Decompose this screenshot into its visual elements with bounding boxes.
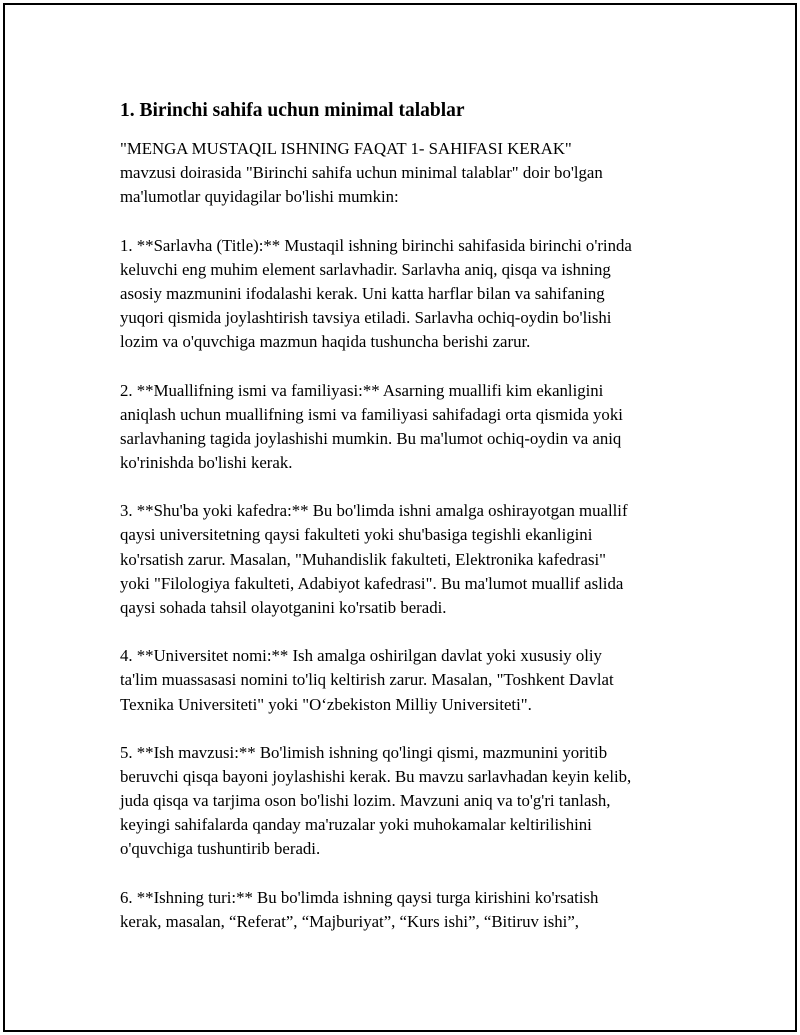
document-page [3, 3, 797, 1032]
paragraph-author [120, 379, 720, 476]
text-line: 1. **Sarlavha (Title):** Mustaqil ishning birinchi sahifasida birinchi o'rinda [120, 235, 632, 255]
text-line: ma'lumotlar quyidagilar bo'lishi mumkin: [120, 187, 399, 207]
text-line: beruvchi qisqa bayoni joylashishi kerak. Bu mavzu sarlavhadan keyin kelib, [120, 766, 632, 786]
intro-paragraph [120, 137, 720, 209]
text-line: ta'lim muassasasi nomini to'liq keltirish zarur. Masalan, "Toshkent Davlat [120, 670, 614, 690]
text-line: sarlavhaning tagida joylashishi mumkin. Bu ma'lumot ochiq-oydin va aniq [120, 428, 622, 448]
section-heading: 1. Birinchi sahifa uchun minimal talablar [120, 100, 465, 121]
text-line: qaysi sohada tahsil olayotganini ko'rsatib beradi. [120, 597, 447, 617]
text-line: juda qisqa va tarjima oson bo'lishi lozim. Mavzuni aniq va to'g'ri tanlash, [120, 791, 611, 811]
text-line: 4. **Universitet nomi:** Ish amalga oshirilgan davlat yoki xususiy oliy [120, 646, 602, 666]
text-line: Texnika Universiteti" yoki "O‘zbekiston Milliy Universiteti". [120, 694, 532, 714]
paragraph-work-type [120, 886, 720, 934]
paragraph-department [120, 499, 720, 620]
paragraph-topic [120, 741, 720, 862]
text-line: kerak, masalan, “Referat”, “Majburiyat”, “Kurs ishi”, “Bitiruv ishi”, [120, 911, 579, 931]
text-line: o'quvchiga tushuntirib beradi. [120, 839, 321, 859]
paragraph-title [120, 234, 720, 355]
document-content [120, 97, 720, 958]
text-line: 2. **Muallifning ismi va familiyasi:** Asarning muallifi kim ekanligini [120, 380, 604, 400]
text-line: lozim va o'quvchiga mazmun haqida tushuncha berishi zarur. [120, 332, 531, 352]
text-line: keluvchi eng muhim element sarlavhadir. Sarlavha aniq, qisqa va ishning [120, 259, 611, 279]
text-line: aniqlash uchun muallifning ismi va familiyasi sahifadagi orta qismida yoki [120, 404, 623, 424]
text-line: mavzusi doirasida "Birinchi sahifa uchun minimal talablar" doir bo'lgan [120, 163, 603, 183]
text-line: asosiy mazmunini ifodalashi kerak. Uni katta harflar bilan va sahifaning [120, 283, 605, 303]
text-line: 6. **Ishning turi:** Bu bo'limda ishning qaysi turga kirishini ko'rsatish [120, 887, 599, 907]
text-line: yuqori qismida joylashtirish tavsiya etiladi. Sarlavha ochiq-oydin bo'lishi [120, 308, 612, 328]
text-line: qaysi universitetning qaysi fakulteti yoki shu'basiga tegishli ekanligini [120, 525, 593, 545]
text-line: yoki "Filologiya fakulteti, Adabiyot kafedrasi". Bu ma'lumot muallif aslida [120, 573, 624, 593]
text-line: 3. **Shu'ba yoki kafedra:** Bu bo'limda ishni amalga oshirayotgan muallif [120, 501, 628, 521]
text-line: ko'rsatish zarur. Masalan, "Muhandislik fakulteti, Elektronika kafedrasi" [120, 549, 607, 569]
text-line: "MENGA MUSTAQIL ISHNING FAQAT 1- SAHIFASI KERAK" [120, 139, 572, 158]
text-line: keyingi sahifalarda qanday ma'ruzalar yoki muhokamalar keltirilishini [120, 815, 592, 835]
text-line: 5. **Ish mavzusi:** Bo'limish ishning qo'lingi qismi, mazmunini yoritib [120, 742, 608, 762]
paragraph-university [120, 644, 720, 716]
text-line: ko'rinishda bo'lishi kerak. [120, 453, 293, 472]
